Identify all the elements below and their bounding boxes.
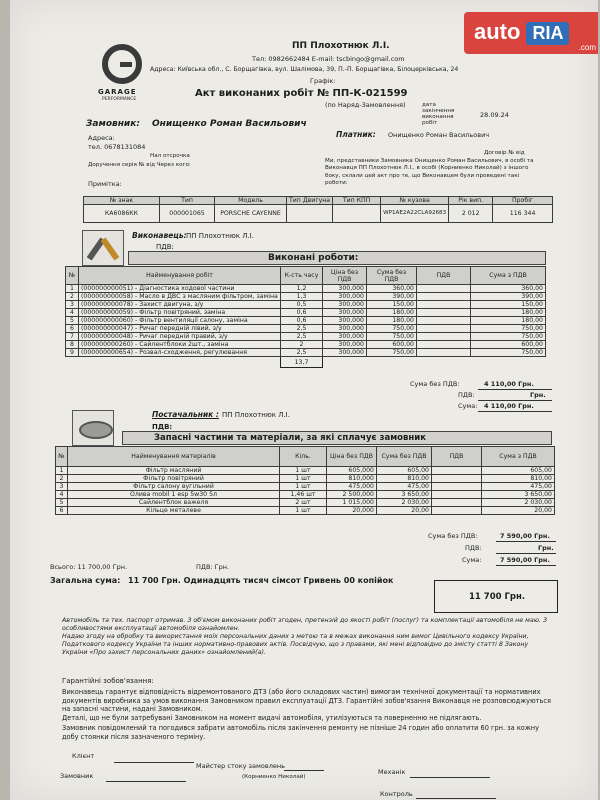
vehicle-table <box>83 196 553 223</box>
act-title: Акт виконаних робіт № ПП-К-021599 <box>195 88 408 99</box>
works-cell <box>417 333 471 341</box>
vehicle-col-engine: Тип Двигуна <box>287 197 333 205</box>
parts-cell: 475,00 <box>377 483 432 491</box>
works-cell: 600,00 <box>367 341 417 349</box>
parts-col-name: Найменування матеріалів <box>68 447 280 467</box>
parts-cell: 20,00 <box>482 507 555 515</box>
works-cell: 750,00 <box>471 333 546 341</box>
works-cell: 600,00 <box>471 341 546 349</box>
works-cell: 0,5 <box>281 301 323 309</box>
works-row <box>66 349 546 357</box>
tools-icon <box>82 230 124 266</box>
vehicle-col-gearbox: Тип КПП <box>333 197 381 205</box>
parts-cell: Олива mobil 1 esp 5w30 5л <box>68 491 280 499</box>
act-order: (по Наряд-Замовлення) <box>325 101 406 109</box>
works-cell: (000000000078) - Захист двигуна, з/у <box>79 301 281 309</box>
works-sum-no-vat: 4 110,00 Грн. <box>484 380 534 388</box>
works-header-row <box>66 267 546 285</box>
works-cell: 390,00 <box>471 293 546 301</box>
parts-vat-sum: Грн. <box>538 544 554 552</box>
mandate-text: Ми, представники Замовника Онищенко Роман Васильович, в особі та Виконавця ПП Плохотнюк Л.І., в особі (Корниенко Николай) з іншого боку, склали цей акт про те, що Виконавцем були проведені такі роботи: <box>325 158 534 186</box>
works-cell: (000000000048) - Ричаг передній правий, з/у <box>79 333 281 341</box>
works-cell: 0,6 <box>281 317 323 325</box>
parts-col-qty: Кіль. <box>280 447 327 467</box>
grand-total-text: 11 700 Грн. Одинадцять тисяч сімсот Гривень 00 копійок <box>128 576 394 585</box>
works-cell: 750,00 <box>367 325 417 333</box>
warranty-p3: Замовник повідомлений та погодився забрати автомобіль після закінчення ремонту не пізніше 24 годин або оплатити 60 грн. за кожну добу стоянки після зазначеного терміну. <box>62 724 539 741</box>
works-cell: 2 <box>66 293 79 301</box>
works-cell <box>417 341 471 349</box>
parts-cell: 2 500,000 <box>327 491 377 499</box>
vehicle-col-vin: № кузова <box>381 197 449 205</box>
sig-mechanic-label: Механік <box>378 768 406 776</box>
works-cell <box>417 285 471 293</box>
company-name: ПП Плохотнюк Л.І. <box>292 41 390 51</box>
sig-customer-label: Замовник <box>60 772 94 780</box>
works-cell: 9 <box>66 349 79 357</box>
autoria-domain: .com <box>578 43 596 52</box>
works-cell: 300,000 <box>323 317 367 325</box>
works-row <box>66 293 546 301</box>
parts-row <box>56 483 555 491</box>
works-cell: 2,5 <box>281 349 323 357</box>
works-cell: 750,00 <box>367 349 417 357</box>
vehicle-year: 2 012 <box>449 205 493 223</box>
parts-cell: 1 <box>56 467 68 475</box>
works-row <box>66 333 546 341</box>
parts-cell: 810,00 <box>377 475 432 483</box>
works-cell <box>417 301 471 309</box>
garage-logo-icon <box>102 44 142 84</box>
parts-col-sum: Сума без ПДВ <box>377 447 432 467</box>
works-sum: 4 110,00 Грн. <box>484 402 534 410</box>
parts-cell: 1 шт <box>280 483 327 491</box>
works-cell: 300,000 <box>323 349 367 357</box>
works-cell: 300,000 <box>323 285 367 293</box>
vehicle-col-type: Тип <box>160 197 215 205</box>
company-schedule: Графік: <box>310 77 336 85</box>
total-vat: ПДВ: Грн. <box>196 563 230 571</box>
parts-row <box>56 491 555 499</box>
works-vat-sum-label: ПДВ: <box>458 391 475 399</box>
vehicle-type: 000001065 <box>160 205 215 223</box>
works-row <box>66 285 546 293</box>
vehicle-engine <box>287 205 333 223</box>
parts-cell <box>432 491 482 499</box>
parts-supplier-label: Постачальник : <box>152 410 219 419</box>
works-sum-no-vat-label: Сума без ПДВ: <box>410 380 460 388</box>
works-rows <box>66 285 546 357</box>
works-col-vat: ПДВ <box>417 267 471 285</box>
works-cell: (000000000260) - Сайлентблоки 2шт., заміна <box>79 341 281 349</box>
act-date: 28.09.24 <box>480 111 509 119</box>
parts-cell: 605,00 <box>482 467 555 475</box>
works-cell <box>417 325 471 333</box>
works-cell: 2,5 <box>281 333 323 341</box>
customer-label: Замовник: <box>86 119 140 129</box>
works-cell: (000000000058) - Масло в ДВС з масляним фільтром, заміна <box>79 293 281 301</box>
works-cell: 2 <box>281 341 323 349</box>
works-cell: 180,00 <box>471 309 546 317</box>
parts-cell: Фільтр повітряний <box>68 475 280 483</box>
parts-cell <box>432 483 482 491</box>
works-cell: 750,00 <box>471 349 546 357</box>
customer-name: Онищенко Роман Васильович <box>152 119 307 129</box>
works-executor-label: Виконавець: <box>132 231 187 240</box>
works-cell: 150,00 <box>471 301 546 309</box>
parts-sum: 7 590,00 Грн. <box>500 556 550 564</box>
works-cell: 360,00 <box>367 285 417 293</box>
works-cell: 3 <box>66 301 79 309</box>
autoria-watermark <box>464 12 598 54</box>
works-cell: 180,00 <box>367 309 417 317</box>
sig-master-label: Майстер стоку замовлень <box>196 762 285 770</box>
works-cell: (000000000047) - Ричаг передній лівий, з/у <box>79 325 281 333</box>
works-cell: 750,00 <box>367 333 417 341</box>
vehicle-vin: WP1AE2A22CLA92683 <box>381 205 449 223</box>
parts-cell: 3 650,00 <box>482 491 555 499</box>
vehicle-gearbox <box>333 205 381 223</box>
parts-row <box>56 499 555 507</box>
works-cell: 7 <box>66 333 79 341</box>
works-row <box>66 317 546 325</box>
sig-master-name: (Корниенко Николай) <box>242 774 306 780</box>
autoria-brand: auto <box>474 19 521 44</box>
parts-col-vat: ПДВ <box>432 447 482 467</box>
warranty-p2: Деталі, що не були затребувані Замовником на момент видачі автомобіля, утилізуються та поверненню не підлягають. <box>62 714 482 722</box>
works-cell: 390,00 <box>367 293 417 301</box>
works-cell: 1,3 <box>281 293 323 301</box>
works-cell: 150,00 <box>367 301 417 309</box>
works-col-total: Сума з ПДВ <box>471 267 546 285</box>
parts-cell <box>432 507 482 515</box>
parts-cell: 20,000 <box>327 507 377 515</box>
total-overall: Всього: 11 700,00 Грн. <box>50 563 128 571</box>
parts-col-price: Ціна без ПДВ <box>327 447 377 467</box>
parts-cell: 4 <box>56 491 68 499</box>
works-cell: 750,00 <box>471 325 546 333</box>
parts-cell: 475,00 <box>482 483 555 491</box>
parts-cell: Фільтр салону вугільний <box>68 483 280 491</box>
parts-col-num: № <box>56 447 68 467</box>
works-row <box>66 309 546 317</box>
parts-cell: 20,00 <box>377 507 432 515</box>
works-vat-label: ПДВ: <box>156 243 174 251</box>
works-col-num: № <box>66 267 79 285</box>
works-cell <box>417 349 471 357</box>
parts-cell <box>432 499 482 507</box>
works-cell <box>417 293 471 301</box>
parts-sum-label: Сума: <box>462 556 482 564</box>
works-cell: (000000000654) - Розвал-сходження, регулювання <box>79 349 281 357</box>
parts-col-total: Сума з ПДВ <box>482 447 555 467</box>
parts-cell <box>432 467 482 475</box>
works-cell: 300,000 <box>323 293 367 301</box>
parts-cell: 810,000 <box>327 475 377 483</box>
doc-line1: Нал отсрочка <box>150 153 190 159</box>
parts-sum-no-vat-label: Сума без ПДВ: <box>428 532 478 540</box>
filter-icon <box>72 410 114 446</box>
vehicle-col-model: Модель <box>215 197 287 205</box>
works-cell: 2,5 <box>281 325 323 333</box>
parts-cell: 1 шт <box>280 507 327 515</box>
grand-total-box-value: 11 700 Грн. <box>469 592 526 602</box>
parts-cell: 5 <box>56 499 68 507</box>
grand-total-box <box>434 580 558 613</box>
parts-row <box>56 467 555 475</box>
works-cell: 1,2 <box>281 285 323 293</box>
works-cell <box>417 317 471 325</box>
vehicle-col-year: Рік вип. <box>449 197 493 205</box>
parts-cell: 2 шт <box>280 499 327 507</box>
works-cell: 360,00 <box>471 285 546 293</box>
works-row <box>66 341 546 349</box>
parts-cell: Сайлентблок важеля <box>68 499 280 507</box>
works-cell: 0,6 <box>281 309 323 317</box>
note-label: Примітка: <box>88 180 122 188</box>
works-vat-sum: Грн. <box>530 391 546 399</box>
works-executor: ПП Плохотнюк Л.І. <box>186 232 254 240</box>
works-cell: 300,000 <box>323 325 367 333</box>
works-total-hours: 13,7 <box>281 357 323 368</box>
works-cell: 6 <box>66 325 79 333</box>
parts-row <box>56 507 555 515</box>
works-cell: 8 <box>66 341 79 349</box>
works-col-hours: К-сть часу <box>281 267 323 285</box>
parts-rows <box>56 467 555 515</box>
parts-cell: 3 <box>56 483 68 491</box>
grand-total-label: Загальна сума: <box>50 576 121 585</box>
sig-client-label: Клієнт <box>72 752 95 760</box>
document-sheet <box>10 0 598 800</box>
parts-cell: 2 030,00 <box>377 499 432 507</box>
payer-name: Онищенко Роман Васильович <box>388 131 490 139</box>
vehicle-col-mileage: Пробіг <box>493 197 553 205</box>
vehicle-mileage: 116 344 <box>493 205 553 223</box>
doc-line2: Доручення серія № від Через кого: <box>88 162 191 168</box>
logo-name: GARAGE <box>98 88 137 96</box>
works-cell: 300,000 <box>323 341 367 349</box>
parts-vat-label: ПДВ: <box>152 423 173 431</box>
works-cell: 300,000 <box>323 301 367 309</box>
works-cell: (000000000060) - Фільтр вентиляції салону, заміна <box>79 317 281 325</box>
works-total-row <box>66 357 546 368</box>
parts-cell <box>432 475 482 483</box>
ria-badge: RIA <box>526 22 569 45</box>
parts-cell: 1,46 шт <box>280 491 327 499</box>
parts-sum-no-vat: 7 590,00 Грн. <box>500 532 550 540</box>
parts-cell: 2 030,00 <box>482 499 555 507</box>
works-cell: 180,00 <box>471 317 546 325</box>
parts-cell: Фільтр масляний <box>68 467 280 475</box>
works-row <box>66 301 546 309</box>
works-cell: 5 <box>66 317 79 325</box>
works-cell: 180,00 <box>367 317 417 325</box>
parts-cell: 1 шт <box>280 467 327 475</box>
parts-cell: 605,000 <box>327 467 377 475</box>
vehicle-header-row <box>84 197 553 205</box>
works-row <box>66 325 546 333</box>
vehicle-col-plate: № знак <box>84 197 160 205</box>
works-col-price: Ціна без ПДВ <box>323 267 367 285</box>
works-sum-label: Сума: <box>458 402 478 410</box>
act-date-label: дата закінчення виконання робіт <box>422 102 455 126</box>
parts-vat-sum-label: ПДВ: <box>465 544 482 552</box>
parts-cell: 475,000 <box>327 483 377 491</box>
parts-cell: 810,00 <box>482 475 555 483</box>
works-cell: 300,000 <box>323 333 367 341</box>
notice-p1: Автомобіль та тех. паспорт отримав. З об'ємом виконаних робіт згоден, претензій до якості робіт (послуг) та комплектації автомобіля не маю. З особливостями експлуатації автомобіля ознайомлен. <box>62 617 548 632</box>
company-address: Адреса: Київська обл., С. Борщагівка, вул. Шалімова, 39, П.-П. Борщагівка, Білоцерківська, 24 <box>150 66 459 73</box>
notice-p2: Надаю згоду на обробку та використання моїх персональних даних з метою та в межах виконання ним вимог Цивільного кодексу України, Податкового кодексу України та інших нормативно-правових актів. Посвідчую, що з правами, які мені відповідно до змісту статті 8 Закону України «Про захист персональних даних» ознайомлений(а). <box>62 633 529 656</box>
parts-title: Запасні частини та матеріали, за які сплачує замовник <box>154 433 426 443</box>
works-col-sum: Сума без ПДВ <box>367 267 417 285</box>
parts-cell: 2 <box>56 475 68 483</box>
warranty-p1: Виконавець гарантує відповідність відремонтованого ДТЗ (або його складових частин) вимогам технічної документації та нормативних документів виробника за умов виконання Замовником правил експлуатації ДТЗ. Гарантійні зобов'язання Виконавця не розповсюджуються на запасні частини, надані Замовником. <box>62 688 551 713</box>
parts-supplier: ПП Плохотнюк Л.І. <box>222 411 290 419</box>
vehicle-plate: КА6086КК <box>84 205 160 223</box>
parts-header-row <box>56 447 555 467</box>
parts-cell: 1 015,000 <box>327 499 377 507</box>
parts-row <box>56 475 555 483</box>
vehicle-model: PORSCHE CAYENNE <box>215 205 287 223</box>
works-cell: 4 <box>66 309 79 317</box>
works-table <box>65 266 546 368</box>
works-cell: 300,000 <box>323 309 367 317</box>
works-cell: (000000000059) - Фільтр повітряний, заміна <box>79 309 281 317</box>
vehicle-value-row <box>84 205 553 223</box>
parts-cell: 3 650,00 <box>377 491 432 499</box>
parts-cell: 605,00 <box>377 467 432 475</box>
parts-cell: 6 <box>56 507 68 515</box>
works-col-name: Найменування робіт <box>79 267 281 285</box>
company-contacts: Тел: 0982662484 E-mail: tscbingo@gmail.com <box>252 55 405 63</box>
warranty-title: Гарантійні зобов'язання: <box>62 677 154 685</box>
works-cell: 1 <box>66 285 79 293</box>
logo-sub: PERFORMANCE <box>102 97 137 102</box>
customer-address-label: Адреса: <box>88 134 115 142</box>
parts-table <box>55 446 555 515</box>
parts-cell: Кільце металеве <box>68 507 280 515</box>
parts-cell: 1 шт <box>280 475 327 483</box>
works-title: Виконані роботи: <box>268 253 359 263</box>
works-cell: (000000000051) - Діагностика ходової частини <box>79 285 281 293</box>
works-cell <box>417 309 471 317</box>
payer-label: Платник: <box>336 130 376 139</box>
customer-phone: тел. 0678131084 <box>88 143 146 151</box>
contract-label: Договір № від <box>484 150 525 156</box>
sig-control-label: Контроль <box>380 790 413 798</box>
